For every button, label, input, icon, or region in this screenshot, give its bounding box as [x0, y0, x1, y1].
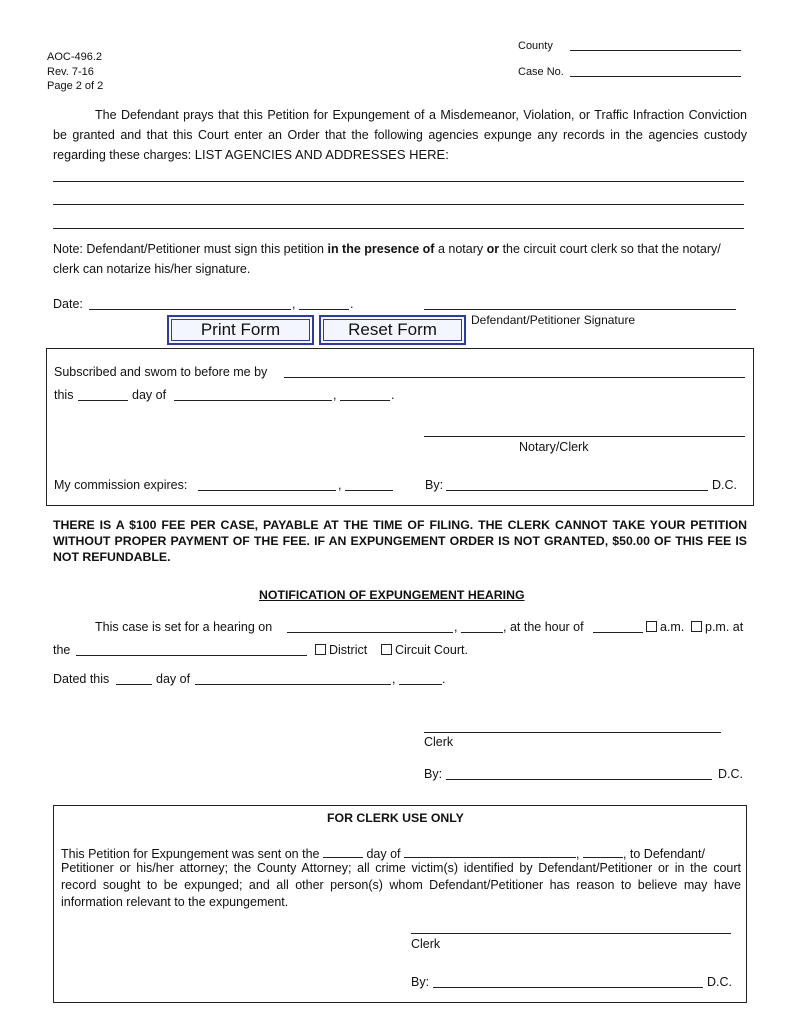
am-option[interactable] [640, 620, 684, 634]
note-prefix: Note: Defendant/Petitioner must sign this petition [53, 242, 324, 256]
notary-comma: , [333, 388, 337, 402]
circuit-option[interactable] [375, 643, 468, 657]
clerk-sent-label: This Petition for Expungement was sent on the [61, 847, 320, 861]
pm-checkbox[interactable] [691, 621, 702, 632]
dated-period: . [442, 672, 446, 686]
hearing-comma: , [454, 620, 458, 634]
hearing-hour-label: , at the hour of [503, 620, 584, 634]
form-rev: Rev. 7-16 [47, 66, 94, 78]
print-form-button[interactable]: Print Form [167, 315, 314, 345]
commission-year-field[interactable] [345, 490, 393, 491]
county-field[interactable] [570, 50, 741, 51]
date-field[interactable] [89, 309, 291, 310]
hearing-by-label: By: [424, 767, 443, 781]
clerk-sent-row: This Petition for Expungement was sent on the day of , , to Defendant/ [61, 847, 705, 861]
notary-day-of-label: day of [132, 388, 167, 402]
notary-by-label: By: [425, 478, 444, 492]
district-label: District [329, 643, 368, 657]
signature-label: Defendant/Petitioner Signature [471, 313, 636, 327]
circuit-label: Circuit Court. [395, 643, 468, 657]
notary-day-field[interactable] [78, 400, 128, 401]
clerk-sent-day-field[interactable] [323, 845, 363, 858]
notary-period: . [391, 388, 395, 402]
pm-label: p.m. at [705, 620, 744, 634]
am-checkbox[interactable] [646, 621, 657, 632]
clerk-label: Clerk [411, 937, 441, 951]
district-checkbox[interactable] [315, 644, 326, 655]
notary-clerk-label: Notary/Clerk [519, 440, 589, 454]
note-suffix: the circuit court clerk so that the notary/ clerk can notarize his/her signature. [53, 242, 721, 276]
clerk-signature-line[interactable] [411, 933, 731, 934]
commission-date-field[interactable] [198, 490, 336, 491]
notary-month-field[interactable] [174, 400, 332, 401]
commission-comma: , [338, 478, 342, 492]
notary-by-field[interactable] [446, 490, 708, 491]
form-page: Page 2 of 2 [47, 80, 104, 92]
hearing-hour-field[interactable] [593, 632, 643, 633]
agency-line-2[interactable] [53, 204, 744, 205]
hearing-clerk-label: Clerk [424, 735, 454, 749]
clerk-by-label: By: [411, 975, 430, 989]
list-agencies-label: LIST AGENCIES AND ADDRESSES HERE: [194, 147, 449, 162]
intro-text: The Defendant prays that this Petition for Expungement of a Misdemeanor, Violation, or Traffic Infraction Conviction be granted and that this Court enter an Order that the following agencies expunge any records in the agencies custody regarding these charges: [53, 108, 747, 162]
hearing-by-field[interactable] [446, 779, 712, 780]
note-bold-presence: in the presence of [327, 242, 435, 256]
clerk-by-field[interactable] [433, 987, 703, 988]
dated-month-field[interactable] [195, 684, 391, 685]
year-field[interactable] [299, 309, 349, 310]
hearing-year-field[interactable] [461, 632, 503, 633]
agency-line-1[interactable] [53, 181, 744, 182]
dated-comma: , [392, 672, 396, 686]
court-location-field[interactable] [76, 655, 307, 656]
subscribed-name-field[interactable] [284, 377, 745, 378]
note-paragraph [53, 239, 747, 279]
pm-option[interactable] [685, 620, 743, 634]
district-option[interactable] [309, 643, 367, 657]
clerk-sent-year-field[interactable] [583, 845, 623, 858]
dated-label: Dated this [53, 672, 110, 686]
hearing-date-field[interactable] [287, 632, 453, 633]
circuit-checkbox[interactable] [381, 644, 392, 655]
case-label: Case No. [518, 66, 564, 78]
hearing-title: NOTIFICATION OF EXPUNGEMENT HEARING [259, 588, 525, 602]
clerk-box-title: FOR CLERK USE ONLY [327, 811, 464, 825]
clerk-body: Petitioner or his/her attorney; the County Attorney; all crime victim(s) identified by Defendant/Petitioner or in the court record sought to be expunged; and all other person(s) whom Defendant/Petitioner has reason to believe may have information relevant to the expungement. [61, 861, 741, 909]
clerk-dc-label: D.C. [707, 975, 732, 989]
reset-form-button[interactable]: Reset Form [319, 315, 466, 345]
note-bold-or: or [486, 242, 500, 256]
this-label: this [54, 388, 74, 402]
clerk-day-of-label: day of [366, 847, 401, 861]
hearing-dc-label: D.C. [718, 767, 743, 781]
note-mid: a notary [437, 242, 484, 256]
form-id: AOC-496.2 [47, 51, 103, 63]
notary-dc-label: D.C. [712, 478, 737, 492]
date-comma: , [292, 297, 296, 311]
fee-notice: THERE IS A $100 FEE PER CASE, PAYABLE AT THE TIME OF FILING. THE CLERK CANNOT TAKE YOUR PETITION WITHOUT PROPER PAYMENT OF THE FEE. IF AN EXPUNGEMENT ORDER IS NOT GRANTED, $50.00 OF THIS FEE IS NOT REFUNDABLE. [53, 518, 747, 564]
subscribed-label: Subscribed and swom to before me by [54, 365, 268, 379]
clerk-to-label: , to Defendant/ [622, 847, 705, 861]
county-label: County [518, 40, 553, 52]
hearing-clerk-line[interactable] [424, 732, 721, 733]
intro-paragraph [53, 105, 747, 165]
dated-year-field[interactable] [399, 684, 442, 685]
dated-day-field[interactable] [116, 684, 152, 685]
the-label: the [53, 643, 71, 657]
hearing-set-label: This case is set for a hearing on [95, 620, 273, 634]
case-number-field[interactable] [570, 76, 741, 77]
clerk-sent-month-field[interactable] [404, 845, 576, 858]
signature-line[interactable] [424, 309, 736, 310]
commission-label: My commission expires: [54, 478, 188, 492]
dated-day-of-label: day of [156, 672, 191, 686]
am-label: a.m. [660, 620, 685, 634]
notary-signature-line[interactable] [424, 436, 745, 437]
notary-year-field[interactable] [340, 400, 390, 401]
date-label: Date: [53, 297, 83, 311]
agency-line-3[interactable] [53, 228, 744, 229]
date-period: . [350, 297, 354, 311]
